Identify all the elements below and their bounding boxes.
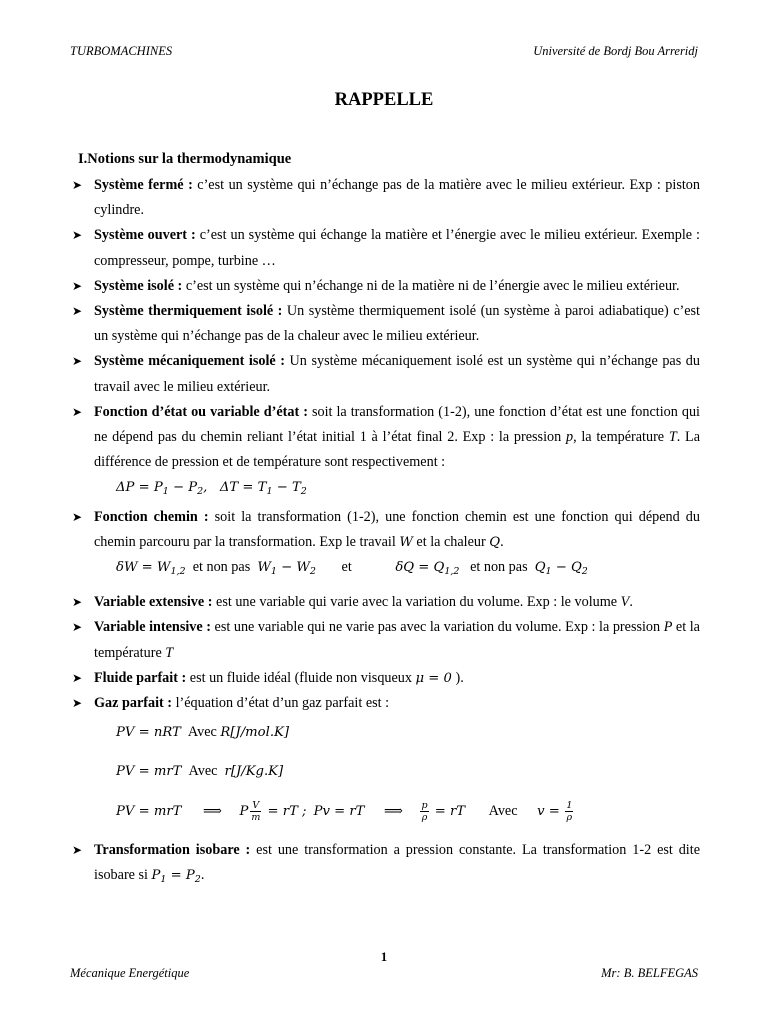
subscript: 1,2 — [170, 566, 186, 578]
page-title: RAPPELLE — [334, 90, 434, 110]
eq-part: = P — [166, 868, 195, 884]
list-item-systeme-isole — [72, 274, 700, 299]
list-item-gaz-parfait — [72, 691, 700, 716]
definition: . — [629, 594, 633, 611]
definition: . — [200, 867, 205, 884]
list-item-variable-extensive — [72, 590, 700, 615]
eq-part: = rT ; — [263, 803, 307, 819]
denominator: m — [251, 811, 261, 823]
header-right: Université de Bordj Bou Arreridj — [533, 44, 698, 58]
variable: T — [165, 644, 174, 661]
eq-text: et — [341, 559, 352, 576]
list-item-transformation-isobare — [72, 838, 700, 892]
definition: . — [500, 533, 504, 550]
eq-part: Pv = rT — [313, 803, 365, 819]
definition: c’est un système qui n’échange pas de la matière avec le milieu extérieur. Exp : piston cylindre. — [94, 177, 700, 219]
eq-part: − W — [276, 560, 310, 576]
term: Fonction chemin : — [94, 508, 209, 525]
definition: est un fluide idéal (fluide non visqueux — [186, 669, 416, 686]
eq-text: Avec — [488, 802, 518, 819]
definition: Un système thermiquement isolé (un système à paroi adiabatique) c’est un système qui n’échange pas de la chaleur avec le milieu extérieur. — [94, 303, 700, 345]
eq-part: W — [257, 560, 271, 576]
fraction — [565, 800, 573, 823]
term: Variable extensive : — [94, 594, 213, 611]
equation-gaz-3 — [72, 799, 700, 824]
subscript: 2 — [581, 566, 588, 578]
eq-part: PV = mrT — [116, 764, 182, 780]
definition: l’équation d’état d’un gaz parfait est : — [172, 695, 390, 712]
header-left: TURBOMACHINES — [70, 44, 173, 58]
eq-part: δQ = Q — [395, 560, 445, 576]
term: Système isolé : — [94, 277, 183, 294]
bullet-arrow-icon: ➤ — [72, 178, 83, 192]
subscript: 1 — [162, 486, 169, 498]
fraction — [420, 800, 428, 823]
bullet-arrow-icon: ➤ — [72, 278, 83, 293]
eq-text: Avec — [187, 724, 217, 741]
list-item-fluide-parfait — [72, 666, 700, 691]
variable: T — [668, 429, 677, 446]
eq-part: − T — [272, 480, 301, 496]
definition: et la température — [94, 619, 700, 661]
bullet-arrow-icon: ➤ — [72, 228, 83, 243]
definition: . La différence de pression et de température sont respectivement : — [94, 429, 701, 471]
subscript: 1,2 — [444, 566, 460, 578]
eq-part: ΔP = P — [116, 480, 163, 496]
eq-part: Q — [534, 560, 546, 576]
eq-text: Avec — [188, 763, 218, 780]
document-body — [72, 173, 700, 892]
subscript: 1 — [545, 566, 552, 578]
list-item-variable-intensive — [72, 615, 700, 665]
term: Fonction d’état ou variable d’état : — [94, 403, 308, 420]
definition: c’est un système qui n’échange ni de la matière ni de l’énergie avec le milieu extérieur. — [182, 277, 680, 294]
bullet-arrow-icon: ➤ — [72, 842, 83, 857]
equation-work-heat — [72, 555, 700, 584]
variable: W — [399, 534, 413, 550]
variable: V — [620, 594, 630, 611]
numerator: V — [250, 800, 261, 812]
term: Gaz parfait : — [94, 695, 173, 712]
bullet-arrow-icon: ➤ — [72, 354, 83, 369]
numerator: p — [421, 799, 428, 811]
denominator: ρ — [566, 811, 573, 823]
eq-part: R[J/mol.K] — [220, 725, 290, 741]
bullet-arrow-icon: ➤ — [72, 620, 83, 635]
equation-gaz-2 — [72, 759, 700, 784]
list-item-systeme-ferme — [72, 173, 700, 223]
eq-part: P — [239, 803, 249, 819]
bullet-arrow-icon: ➤ — [72, 595, 83, 610]
eq-part: P — [151, 868, 161, 884]
definition: est une transformation a pression constante. La transformation 1-2 est dite isobare si — [94, 841, 700, 884]
term: Fluide parfait : — [94, 669, 187, 686]
equation-delta-p-t — [72, 475, 700, 504]
list-item-fonction-etat — [72, 400, 700, 476]
footer-right: Mr: B. BELFEGAS — [601, 966, 698, 980]
eq-part: = rT — [430, 803, 466, 819]
definition: soit la transformation (1-2), une fonction chemin est une fonction qui dépend du chemin parcouru par la transformation. Exp le travail — [94, 508, 700, 550]
page-number: 1 — [380, 950, 388, 964]
definition: est une variable qui ne varie pas avec la variation du volume. Exp : la pression — [210, 619, 664, 636]
section-heading: I.Notions sur la thermodynamique — [78, 151, 292, 167]
subscript: 1 — [266, 486, 273, 498]
list-item-mecaniquement-isole — [72, 349, 700, 399]
eq-text: et non pas — [470, 559, 528, 576]
subscript: 2 — [300, 486, 307, 498]
subscript: 1 — [270, 566, 277, 578]
denominator: ρ — [421, 811, 428, 823]
term: Transformation isobare : — [94, 841, 251, 858]
bullet-arrow-icon: ➤ — [72, 696, 83, 711]
definition: , la température — [573, 429, 669, 446]
implies-icon: ⟹ — [202, 803, 222, 819]
eq-part: , — [203, 480, 220, 496]
variable: Q — [489, 534, 501, 550]
definition: c’est un système qui échange la matière et l’énergie avec le milieu extérieur. Exemple : compresseur, pompe, turbine … — [94, 227, 701, 269]
bullet-arrow-icon: ➤ — [72, 670, 83, 685]
term: Système mécaniquement isolé : — [94, 353, 285, 370]
eq-part: r[J/Kg.K] — [224, 764, 284, 780]
subscript: 2 — [197, 486, 204, 498]
bullet-arrow-icon: ➤ — [72, 404, 83, 419]
list-item-systeme-ouvert — [72, 223, 700, 273]
eq-part: PV = mrT — [116, 803, 182, 819]
subscript: 2 — [194, 874, 201, 886]
term: Système thermiquement isolé : — [94, 303, 283, 320]
term: Système fermé : — [94, 177, 193, 193]
bullet-arrow-icon: ➤ — [72, 509, 83, 524]
definition: ). — [451, 669, 464, 686]
implies-icon: ⟹ — [384, 803, 403, 819]
eq-part: v = — [537, 803, 560, 819]
eq-part: PV = nRT — [116, 725, 181, 741]
definition: et la chaleur — [412, 533, 490, 550]
eq-text: et non pas — [192, 559, 251, 576]
fraction — [250, 800, 261, 823]
list-item-thermiquement-isole — [72, 299, 700, 349]
eq-part: δW = W — [116, 560, 171, 576]
footer-left: Mécanique Energétique — [70, 966, 190, 980]
term: Variable intensive : — [94, 619, 211, 636]
eq-part: − Q — [551, 560, 582, 576]
subscript: 1 — [160, 874, 167, 886]
term: Système ouvert : — [94, 227, 196, 244]
equation-gaz-1 — [72, 720, 700, 745]
bullet-arrow-icon: ➤ — [72, 304, 83, 319]
list-item-fonction-chemin — [72, 505, 700, 555]
subscript: 2 — [309, 566, 316, 578]
math-inline: μ = 0 — [415, 670, 452, 686]
definition: soit la transformation (1-2), une fonction d’état est une fonction qui ne dépend pas du chemin reliant l’état initial 1 à l’état final 2. Exp : la pression — [94, 403, 700, 446]
eq-part: ΔT = T — [219, 480, 267, 496]
definition: est une variable qui varie avec la variation du volume. Exp : le volume — [212, 594, 621, 611]
definition: Un système mécaniquement isolé est un système qui n’échange pas du travail avec le milieu extérieur. — [94, 353, 700, 395]
numerator: 1 — [566, 799, 573, 811]
variable: P — [663, 619, 673, 636]
variable: p — [565, 429, 574, 446]
eq-part: − P — [168, 480, 198, 496]
